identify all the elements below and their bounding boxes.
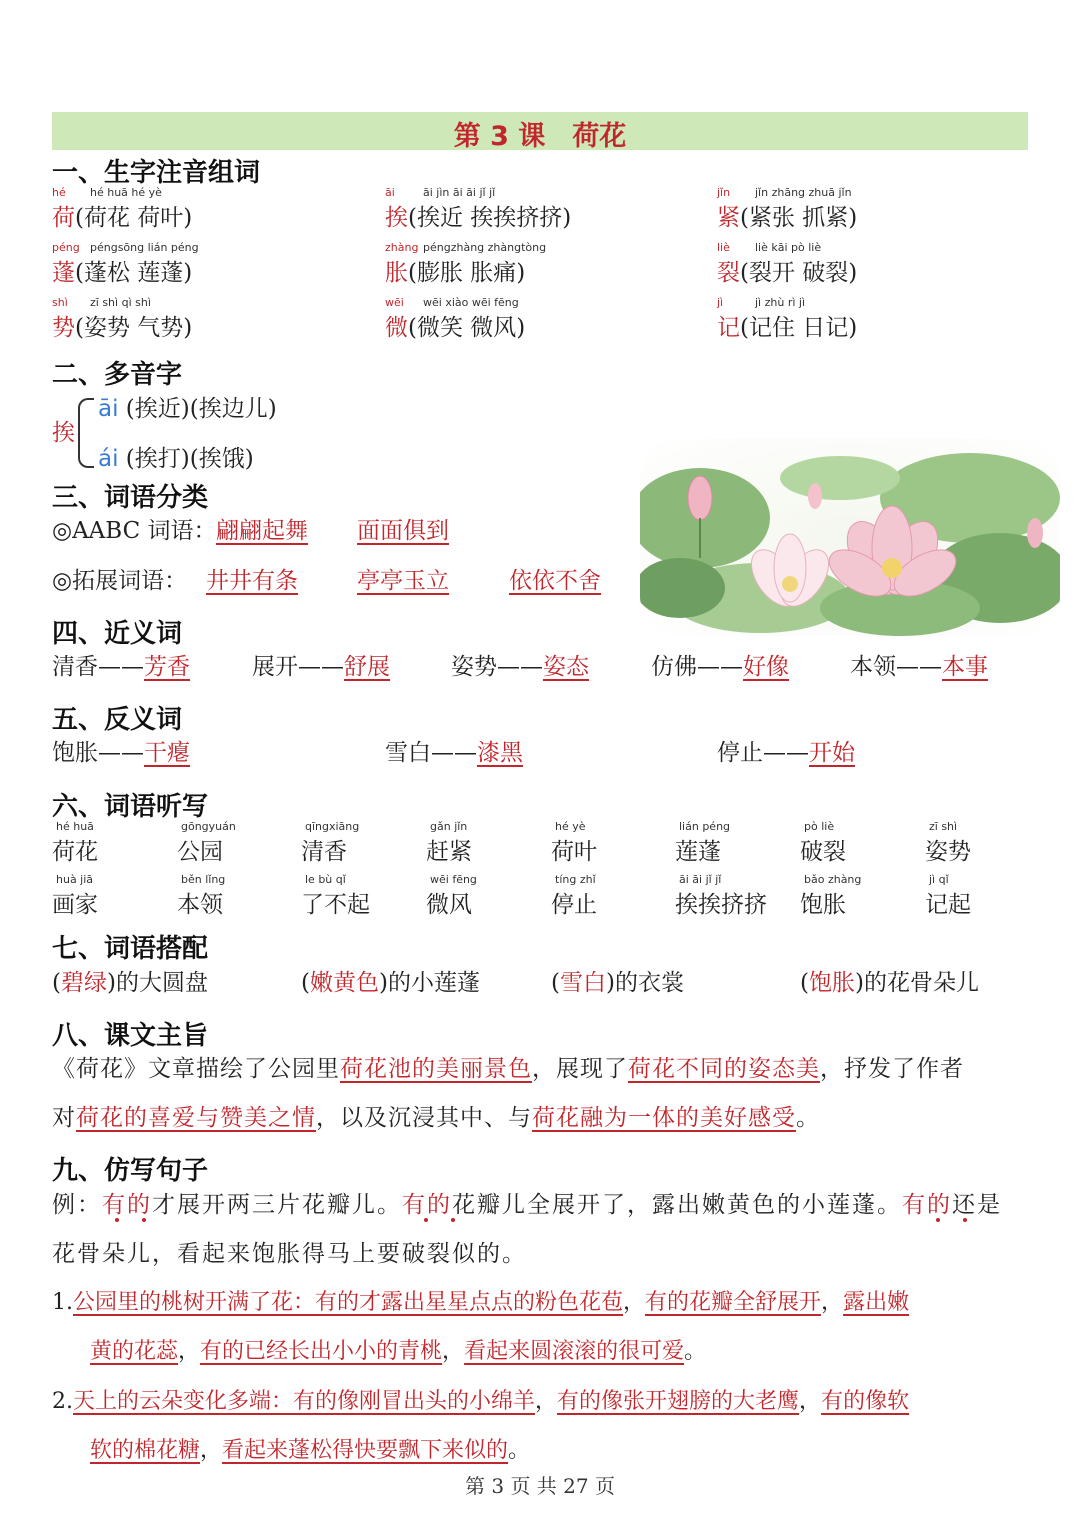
dictation-pinyin: zī shì <box>929 820 958 833</box>
ext-word: 井井有条 <box>206 568 298 594</box>
dictation-pinyin: hé yè <box>555 820 586 833</box>
synonym-answer: 本事 <box>942 654 988 680</box>
answer-1-line-2 <box>90 1334 706 1365</box>
antonym-pair <box>717 734 855 767</box>
char-pinyin: wēi <box>385 296 404 309</box>
dictation-word: 了不起 <box>301 892 370 918</box>
section-4-heading: 四、近义词 <box>52 619 183 649</box>
theme-text: ，展现了 <box>532 1056 628 1082</box>
dictation-pinyin: qīngxiāng <box>305 820 360 833</box>
answer-text: 黄的花蕊 <box>90 1339 179 1364</box>
words-pinyin: liè kāi pò liè <box>755 241 822 254</box>
words-pinyin: hé huā hé yè <box>90 186 162 199</box>
section-8-heading: 八、课文主旨 <box>52 1021 209 1051</box>
polyphone-reading-2 <box>98 440 254 473</box>
dictation-pinyin: huà jiā <box>56 873 94 886</box>
matching-phrase: 的花骨朵儿 <box>863 970 979 996</box>
dictation-pinyin: gōngyuán <box>181 820 236 833</box>
emphasis-dot <box>963 1218 967 1222</box>
lesson-title: 第 3 课 荷花 <box>453 121 627 152</box>
section-3-heading: 三、词语分类 <box>52 483 209 513</box>
words-pinyin: péngsōng lián péng <box>90 241 199 254</box>
synonym-word: 姿势—— <box>451 654 543 680</box>
punct: ， <box>442 1339 465 1364</box>
matching-item: (碧绿)的大圆盘 <box>52 970 208 996</box>
words-pinyin: wēi xiào wēi fēng <box>423 296 519 309</box>
answer-text: 有的花瓣全舒展开 <box>645 1290 822 1315</box>
char: 胀 <box>385 260 408 286</box>
char-entry <box>385 254 525 287</box>
polyphone-char: 挨 <box>52 420 75 446</box>
dictation-pinyin: tíng zhǐ <box>555 873 596 886</box>
answer-text: 天上的云朵变化多端：有的像刚冒出头的小绵羊 <box>73 1389 536 1414</box>
dictation-word: 画家 <box>52 892 98 918</box>
dictation-word: 破裂 <box>800 839 846 865</box>
char: 蓬 <box>52 260 75 286</box>
char: 紧 <box>717 205 740 231</box>
char-entry <box>717 309 857 342</box>
char: 微 <box>385 315 408 341</box>
words-pinyin: jǐn zhāng zhuā jǐn <box>755 186 852 199</box>
matching-item: (嫩黄色)的小莲蓬 <box>301 970 480 996</box>
dictation-word: 挨挨挤挤 <box>675 892 767 918</box>
matching-phrase: 的衣裳 <box>614 970 684 996</box>
section-2-heading: 二、多音字 <box>52 360 183 390</box>
example-line-1 <box>52 1186 1002 1219</box>
theme-answer: 荷花融为一体的美好感受 <box>532 1105 796 1131</box>
theme-answer: 荷花不同的姿态美 <box>628 1056 820 1082</box>
char-entry <box>385 309 525 342</box>
char-words: (裂开 破裂) <box>740 260 858 286</box>
ext-word: 依依不舍 <box>509 568 601 594</box>
example-text: 还是 <box>952 1192 1002 1218</box>
words-pinyin: péngzhàng zhàngtòng <box>423 241 547 254</box>
example-text: 花瓣儿全展开了，露出嫩黄色的小莲蓬。 <box>452 1192 902 1218</box>
answer-number: 1. <box>52 1290 73 1315</box>
dictation-word: 停止 <box>551 892 597 918</box>
char-entry <box>717 254 857 287</box>
antonym-pair <box>385 734 523 767</box>
answer-1-line-1 <box>52 1285 909 1316</box>
emphasis-dot <box>115 1218 119 1222</box>
dictation-word: 荷叶 <box>551 839 597 865</box>
theme-text: 《荷花》文章描绘了公园里 <box>52 1056 340 1082</box>
synonym-word: 清香—— <box>52 654 144 680</box>
punct: ， <box>821 1290 844 1315</box>
char-entry <box>52 254 192 287</box>
char-pinyin: jǐn <box>717 186 731 199</box>
char-pinyin: liè <box>717 241 730 254</box>
matching-answer: 饱胀 <box>808 970 855 996</box>
dictation-pinyin: le bù qǐ <box>305 873 346 886</box>
dictation-word: 清香 <box>301 839 347 865</box>
dictation-word: 饱胀 <box>800 892 846 918</box>
dictation-pinyin: bǎo zhàng <box>804 873 862 886</box>
theme-line-2 <box>52 1099 820 1132</box>
brace <box>78 398 94 468</box>
dictation-word: 荷花 <box>52 839 98 865</box>
synonym-pair <box>52 648 190 681</box>
emphasis-dot <box>451 1218 455 1222</box>
keyword: 有的 <box>902 1192 952 1218</box>
theme-text: ，抒发了作者 <box>820 1056 964 1082</box>
example-line-2: 花骨朵儿，看起来饱胀得马上要破裂似的。 <box>52 1241 527 1267</box>
matching-answer: 雪白 <box>559 970 606 996</box>
synonym-word: 本领—— <box>850 654 942 680</box>
dictation-pinyin: āi āi jǐ jǐ <box>679 873 722 886</box>
punct: ， <box>200 1438 223 1463</box>
aabc-word: 翩翩起舞 <box>216 518 308 544</box>
answer-2-line-2 <box>90 1433 530 1464</box>
answer-number: 2. <box>52 1389 73 1414</box>
antonym-word: 饱胀—— <box>52 740 144 766</box>
antonym-answer: 漆黑 <box>477 740 523 766</box>
matching-answer: 碧绿 <box>60 970 107 996</box>
answer-text: 看起来蓬松得快要飘下来似的 <box>222 1438 509 1463</box>
synonym-answer: 好像 <box>743 654 789 680</box>
char-pinyin: jì <box>717 296 724 309</box>
char-words: (姿势 气势) <box>75 315 193 341</box>
punct: ， <box>799 1389 822 1414</box>
reading-2-pinyin: ái <box>98 446 119 472</box>
dictation-pinyin: běn lǐng <box>181 873 226 886</box>
lotus-image <box>640 438 1060 636</box>
answer-text: 看起来圆滚滚的很可爱 <box>464 1339 685 1364</box>
dictation-pinyin: wēi fēng <box>430 873 477 886</box>
lotus-illustration <box>640 438 1060 636</box>
antonym-pair <box>52 734 190 767</box>
dictation-pinyin: lián péng <box>679 820 731 833</box>
synonym-word: 仿佛—— <box>651 654 743 680</box>
matching-answer: 嫩黄色 <box>309 970 379 996</box>
synonym-answer: 芳香 <box>144 654 190 680</box>
theme-text: 。 <box>796 1105 820 1131</box>
keyword: 有的 <box>102 1192 152 1218</box>
dictation-word: 莲蓬 <box>675 839 721 865</box>
dictation-pinyin: gǎn jǐn <box>430 820 468 833</box>
emphasis-dot <box>424 1218 428 1222</box>
answer-text: 软的棉花糖 <box>90 1438 201 1463</box>
polyphone-reading-1 <box>98 390 277 423</box>
aabc-word: 面面俱到 <box>357 518 449 544</box>
synonym-answer: 姿态 <box>543 654 589 680</box>
matching-item: (饱胀)的花骨朵儿 <box>800 970 979 996</box>
char-words: (挨近 挨挨挤挤) <box>408 205 572 231</box>
aabc-label: ◎AABC 词语： <box>52 518 217 544</box>
dictation-word: 本领 <box>177 892 223 918</box>
char: 势 <box>52 315 75 341</box>
synonym-pair <box>850 648 988 681</box>
punct: ， <box>535 1389 558 1414</box>
section-1-heading: 一、生字注音组词 <box>52 158 261 188</box>
reading-2-words: (挨打)(挨饿) <box>125 446 254 472</box>
reading-1-pinyin: āi <box>98 396 119 422</box>
words-pinyin: zī shì qì shì <box>90 296 151 309</box>
char-words: (记住 日记) <box>740 315 858 341</box>
char-entry <box>52 309 192 342</box>
matching-phrase: 的小莲蓬 <box>387 970 480 996</box>
example-text: 才展开两三片花瓣儿。 <box>152 1192 402 1218</box>
antonym-word: 雪白—— <box>385 740 477 766</box>
answer-text: 公园里的桃树开满了花：有的才露出星星点点的粉色花苞 <box>73 1290 624 1315</box>
answer-text: 露出嫩 <box>843 1290 910 1315</box>
char-entry <box>717 199 857 232</box>
char-words: (微笑 微风) <box>408 315 526 341</box>
theme-answer: 荷花池的美丽景色 <box>340 1056 532 1082</box>
synonym-answer: 舒展 <box>344 654 390 680</box>
punct: 。 <box>508 1438 531 1463</box>
matching-item: (雪白)的衣裳 <box>551 970 684 996</box>
theme-text: 对 <box>52 1105 76 1131</box>
antonym-answer: 开始 <box>809 740 855 766</box>
antonym-word: 停止—— <box>717 740 809 766</box>
char-entry <box>52 199 192 232</box>
emphasis-dot <box>142 1218 146 1222</box>
title-bar <box>52 112 1028 150</box>
matching-phrase: 的大圆盘 <box>115 970 208 996</box>
char-words: (荷花 荷叶) <box>75 205 193 231</box>
ext-word: 亭亭玉立 <box>357 568 449 594</box>
section-5-heading: 五、反义词 <box>52 705 183 735</box>
answer-text: 有的像张开翅膀的大老鹰 <box>557 1389 800 1414</box>
char: 裂 <box>717 260 740 286</box>
section-7-heading: 七、词语搭配 <box>52 934 209 964</box>
words-pinyin: jì zhù rì jì <box>755 296 806 309</box>
char-pinyin: āi <box>385 186 395 199</box>
reading-1-words: (挨近)(挨边儿) <box>125 396 277 422</box>
punct: ， <box>178 1339 201 1364</box>
page-footer: 第 3 页 共 27 页 <box>465 1474 615 1498</box>
dictation-word: 赶紧 <box>426 839 472 865</box>
dictation-word: 姿势 <box>925 839 971 865</box>
ext-label: ◎拓展词语： <box>52 568 188 594</box>
answer-2-line-1 <box>52 1384 909 1415</box>
dictation-pinyin: jì qǐ <box>929 873 949 886</box>
char-words: (蓬松 莲蓬) <box>75 260 193 286</box>
char-pinyin: hé <box>52 186 66 199</box>
dictation-word: 记起 <box>925 892 971 918</box>
char-pinyin: zhàng <box>385 241 419 254</box>
dictation-word: 微风 <box>426 892 472 918</box>
dictation-pinyin: pò liè <box>804 820 835 833</box>
punct: 。 <box>684 1339 707 1364</box>
char: 荷 <box>52 205 75 231</box>
theme-text: ，以及沉浸其中、与 <box>316 1105 532 1131</box>
theme-answer: 荷花的喜爱与赞美之情 <box>76 1105 316 1131</box>
keyword: 有的 <box>402 1192 452 1218</box>
answer-text: 有的像软 <box>821 1389 910 1414</box>
dictation-pinyin: hé huā <box>56 820 94 833</box>
emphasis-dot <box>936 1218 940 1222</box>
synonym-pair <box>651 648 789 681</box>
theme-line-1 <box>52 1050 964 1083</box>
section-9-heading: 九、仿写句子 <box>52 1156 209 1186</box>
synonym-pair <box>451 648 589 681</box>
char-words: (紧张 抓紧) <box>740 205 858 231</box>
punct: ， <box>623 1290 646 1315</box>
example-label: 例： <box>52 1192 102 1218</box>
char: 挨 <box>385 205 408 231</box>
char-pinyin: péng <box>52 241 80 254</box>
char-words: (膨胀 胀痛) <box>408 260 526 286</box>
char: 记 <box>717 315 740 341</box>
synonym-word: 展开—— <box>252 654 344 680</box>
dictation-word: 公园 <box>177 839 223 865</box>
section-6-heading: 六、词语听写 <box>52 792 209 822</box>
words-pinyin: āi jìn āi āi jǐ jǐ <box>423 186 496 199</box>
char-entry <box>385 199 571 232</box>
antonym-answer: 干瘪 <box>144 740 190 766</box>
synonym-pair <box>252 648 390 681</box>
answer-text: 有的已经长出小小的青桃 <box>200 1339 443 1364</box>
char-pinyin: shì <box>52 296 68 309</box>
